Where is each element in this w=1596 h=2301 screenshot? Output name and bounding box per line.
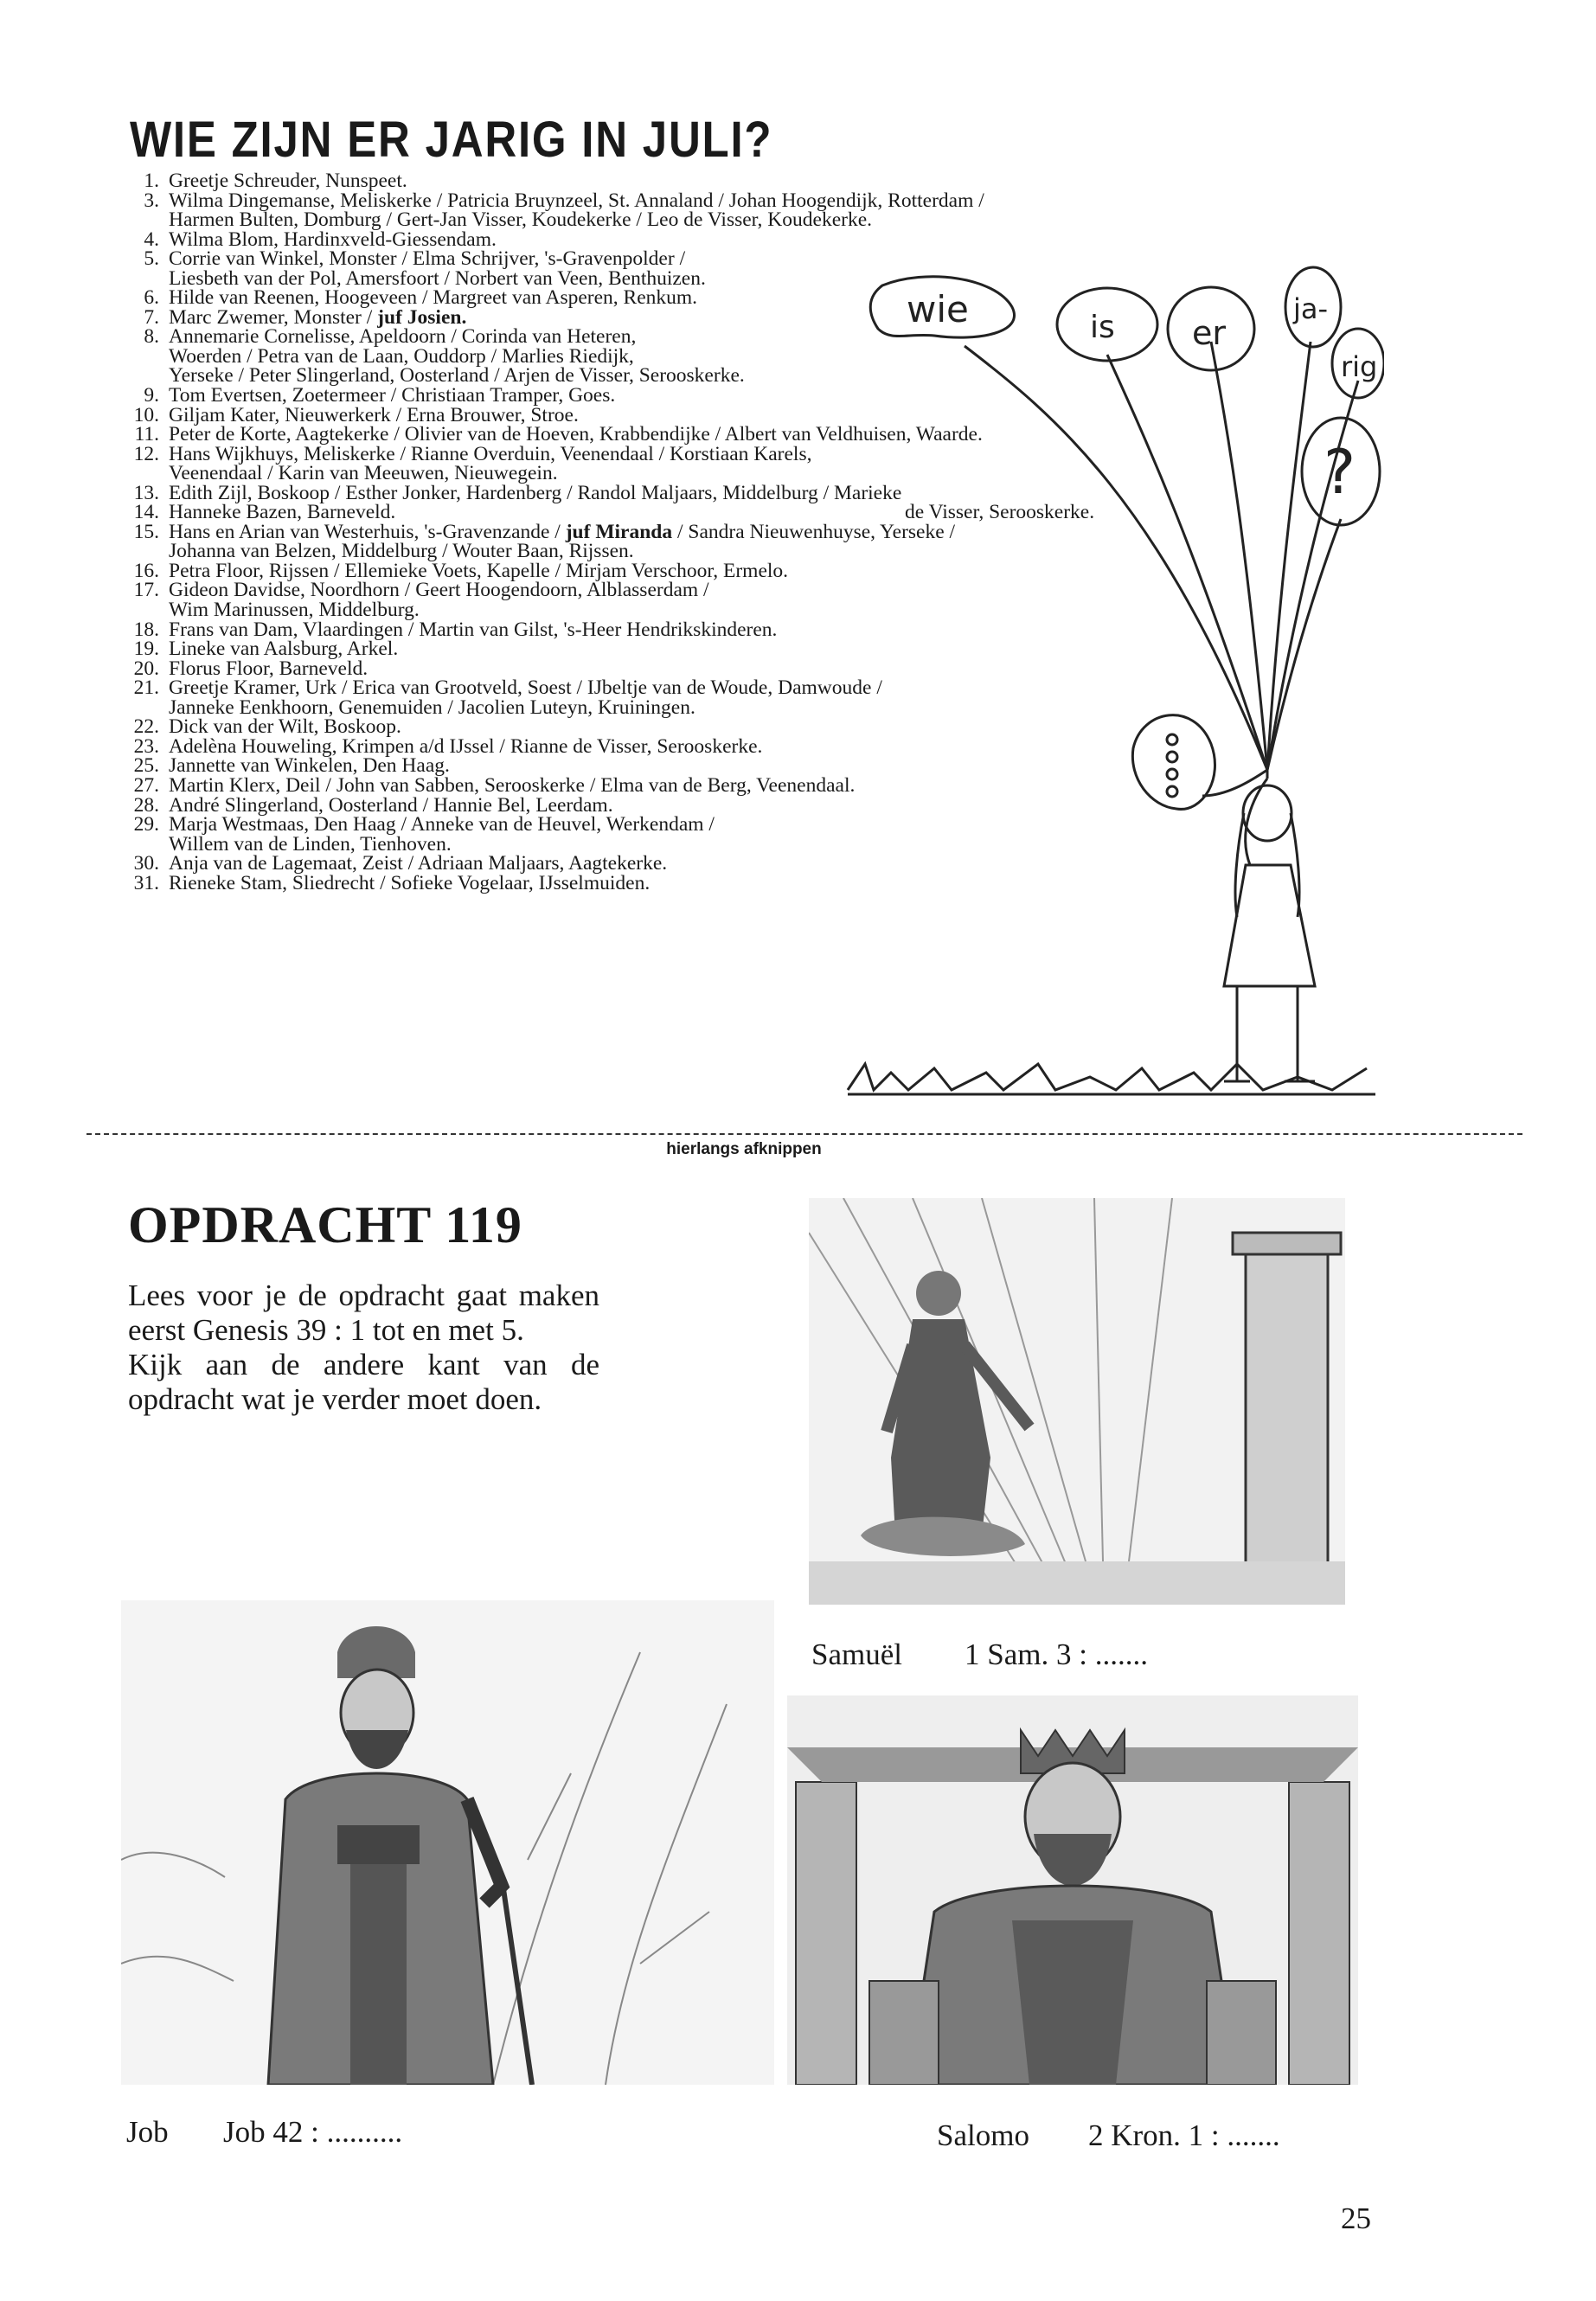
balloon-word: wie [907,288,969,330]
birthday-names: Hanneke Bazen, Barneveld. [169,501,396,524]
salomo-caption-ref: 2 Kron. 1 : ....... [1088,2118,1280,2152]
birthday-day: 29. [133,813,159,836]
balloon-word: ja- [1293,292,1329,325]
birthday-names: Edith Zijl, Boskoop / Esther Jonker, Hardenberg / Randol Maljaars, Middelburg / Marieke [169,481,902,504]
assignment-title: OPDRACHT 119 [128,1196,522,1253]
birthday-day: 7. [144,305,159,329]
birthday-names: Peter de Korte, Aagtekerke / Olivier van de Hoeven, Krabbendijke / Albert van Veldhuisen, Waarde. [169,423,983,446]
birthday-day: 10. [133,403,159,426]
birthday-day: 17. [133,579,159,602]
birthday-names: Adelèna Houweling, Krimpen a/d IJssel / Rianne de Visser, Serooskerke. [169,734,763,758]
birthday-names: Anja van de Lagemaat, Zeist / Adriaan Maljaars, Aagtekerke. [169,852,668,875]
birthday-day: 28. [133,793,159,817]
salomo-caption-name: Salomo [937,2118,1029,2152]
balloon-string [1107,355,1267,770]
assignment-text [128,1279,599,1417]
job-illustration [121,1600,774,2085]
birthday-day: 3. [144,189,159,212]
birthday-day: 22. [133,715,159,739]
balloon-string [1267,519,1341,770]
page-title: WIE ZIJN ER JARIG IN JULI? [130,112,773,168]
birthday-day: 25. [133,754,159,778]
birthday-names: Giljam Kater, Nieuwerkerk / Erna Brouwer, Stroe. [169,403,579,426]
cut-label: hierlangs afknippen [666,1140,822,1158]
birthday-day: 19. [133,638,159,661]
birthday-names: André Slingerland, Oosterland / Hannie Bel, Leerdam. [169,793,613,817]
birthday-names: Hilde van Reenen, Hoogeveen / Margreet van Asperen, Renkum. [169,286,698,310]
birthday-names: Wilma Blom, Hardinxveld-Giessendam. [169,228,497,251]
cut-line [87,1133,1522,1135]
birthday-names: Florus Floor, Barneveld. [169,657,369,680]
birthday-day: 1. [144,170,159,192]
birthday-day: 14. [133,501,159,524]
birthday-day: 8. [144,325,159,349]
birthday-day: 23. [133,734,159,758]
birthday-names: Jannette van Winkelen, Den Haag. [169,754,450,778]
birthday-day: 16. [133,559,159,582]
birthday-names: Gideon Davidse, Noordhorn / Geert Hoogendoorn, Alblasserdam / Wim Marinussen, Middelburg. [169,579,709,622]
birthday-names: Dick van der Wilt, Boskoop. [169,715,401,739]
birthday-names: Marja Westmaas, Den Haag / Anneke van de Heuvel, Werkendam / Willem van de Linden, Tienhoven. [169,813,715,856]
birthday-day: 15. [133,520,159,543]
birthday-names: Greetje Kramer, Urk / Erica van Grootveld, Soest / IJbeltje van de Woude, Damwoude / Janneke Eenkhoorn, Genemuiden / Jacolien Luteyn, Kruiningen. [169,676,882,719]
birthday-names: Tom Evertsen, Zoetermeer / Christiaan Tramper, Goes. [169,384,616,407]
birthday-teacher: juf Josien. [377,305,467,329]
job-caption-ref: Job 42 : .......... [223,2115,403,2149]
birthday-day: 27. [133,773,159,797]
birthday-day: 31. [133,871,159,894]
birthday-day: 5. [144,247,159,271]
birthday-day: 11. [134,423,159,446]
birthday-names: Corrie van Winkel, Monster / Elma Schrijver, 's-Gravenpolder / Liesbeth van der Pol, Amersfoort / Norbert van Veen, Benthuizen. [169,247,706,290]
birthday-names: Annemarie Cornelisse, Apeldoorn / Corinda van Heteren, Woerden / Petra van de Laan, Ouddorp / Marlies Riedijk, Yerseke / Peter Slingerland, Oosterland / Arjen de Visser, Serooskerke. [169,325,745,388]
birthday-day: 20. [133,657,159,680]
samuel-caption-ref: 1 Sam. 3 : ....... [965,1638,1148,1671]
samuel-illustration [809,1198,1345,1605]
birthday-entry [130,230,1228,250]
birthday-names: Wilma Dingemanse, Meliskerke / Patricia Bruynzeel, St. Annaland / Johan Hoogendijk, Rotterdam / Harmen Bulten, Domburg / Gert-Jan Visser, Koudekerke / Leo de Visser, Koudekerke. [169,189,984,232]
birthday-day: 18. [133,618,159,641]
birthday-names: Hans en Arian van Westerhuis, 's-Gravenzande / [169,520,566,543]
birthday-names-continued: / Sandra Nieuwenhuyse, Yerseke / Johanna van Belzen, Middelburg / Wouter Baan, Rijssen. [169,520,956,563]
job-caption-name: Job [126,2115,169,2149]
assignment-paragraph: Lees voor je de opdracht gaat maken eerst Genesis 39 : 1 tot en met 5. [128,1279,599,1347]
samuel-caption-name: Samuël [811,1638,902,1671]
balloon-string [965,346,1267,770]
balloons-illustration [830,260,1384,1133]
birthday-day: 30. [133,852,159,875]
birthday-day: 6. [144,286,159,310]
birthday-names: Petra Floor, Rijssen / Ellemieke Voets, Kapelle / Mirjam Verschoor, Ermelo. [169,559,789,582]
balloon-word: ? [1324,437,1356,508]
balloon-word: rig [1341,350,1378,383]
birthday-entry [130,171,1228,191]
birthday-teacher: juf Miranda [565,520,673,543]
salomo-illustration [787,1695,1358,2085]
balloon-string [1267,342,1311,770]
birthday-entry [130,191,1228,230]
assignment-paragraph: Kijk aan de andere kant van de opdracht wat je verder moet doen. [128,1348,599,1416]
birthday-names: Greetje Schreuder, Nunspeet. [169,170,407,192]
birthday-names: Hans Wijkhuys, Meliskerke / Rianne Overduin, Veenendaal / Korstiaan Karels, Veenendaal / Karin van Meeuwen, Nieuwegein. [169,442,812,485]
birthday-names: Lineke van Aalsburg, Arkel. [169,638,399,661]
page-number: 25 [1341,2202,1371,2235]
birthday-names: Marc Zwemer, Monster / [169,305,378,329]
birthday-names: Martin Klerx, Deil / John van Sabben, Serooskerke / Elma van de Berg, Veenendaal. [169,773,856,797]
birthday-names-continued: de Visser, Serooskerke. [905,501,1095,524]
balloon-word: is [1090,310,1115,345]
birthday-day: 12. [133,442,159,465]
birthday-names: Rieneke Stam, Sliedrecht / Sofieke Vogelaar, IJsselmuiden. [169,871,651,894]
balloon-word: er [1192,314,1227,352]
birthday-day: 9. [144,384,159,407]
birthday-day: 13. [133,481,159,504]
birthday-day: 4. [144,228,159,251]
girl-dress [1224,865,1315,986]
birthday-names: Frans van Dam, Vlaardingen / Martin van Gilst, 's-Heer Hendrikskinderen. [169,618,778,641]
birthday-day: 21. [133,676,159,700]
